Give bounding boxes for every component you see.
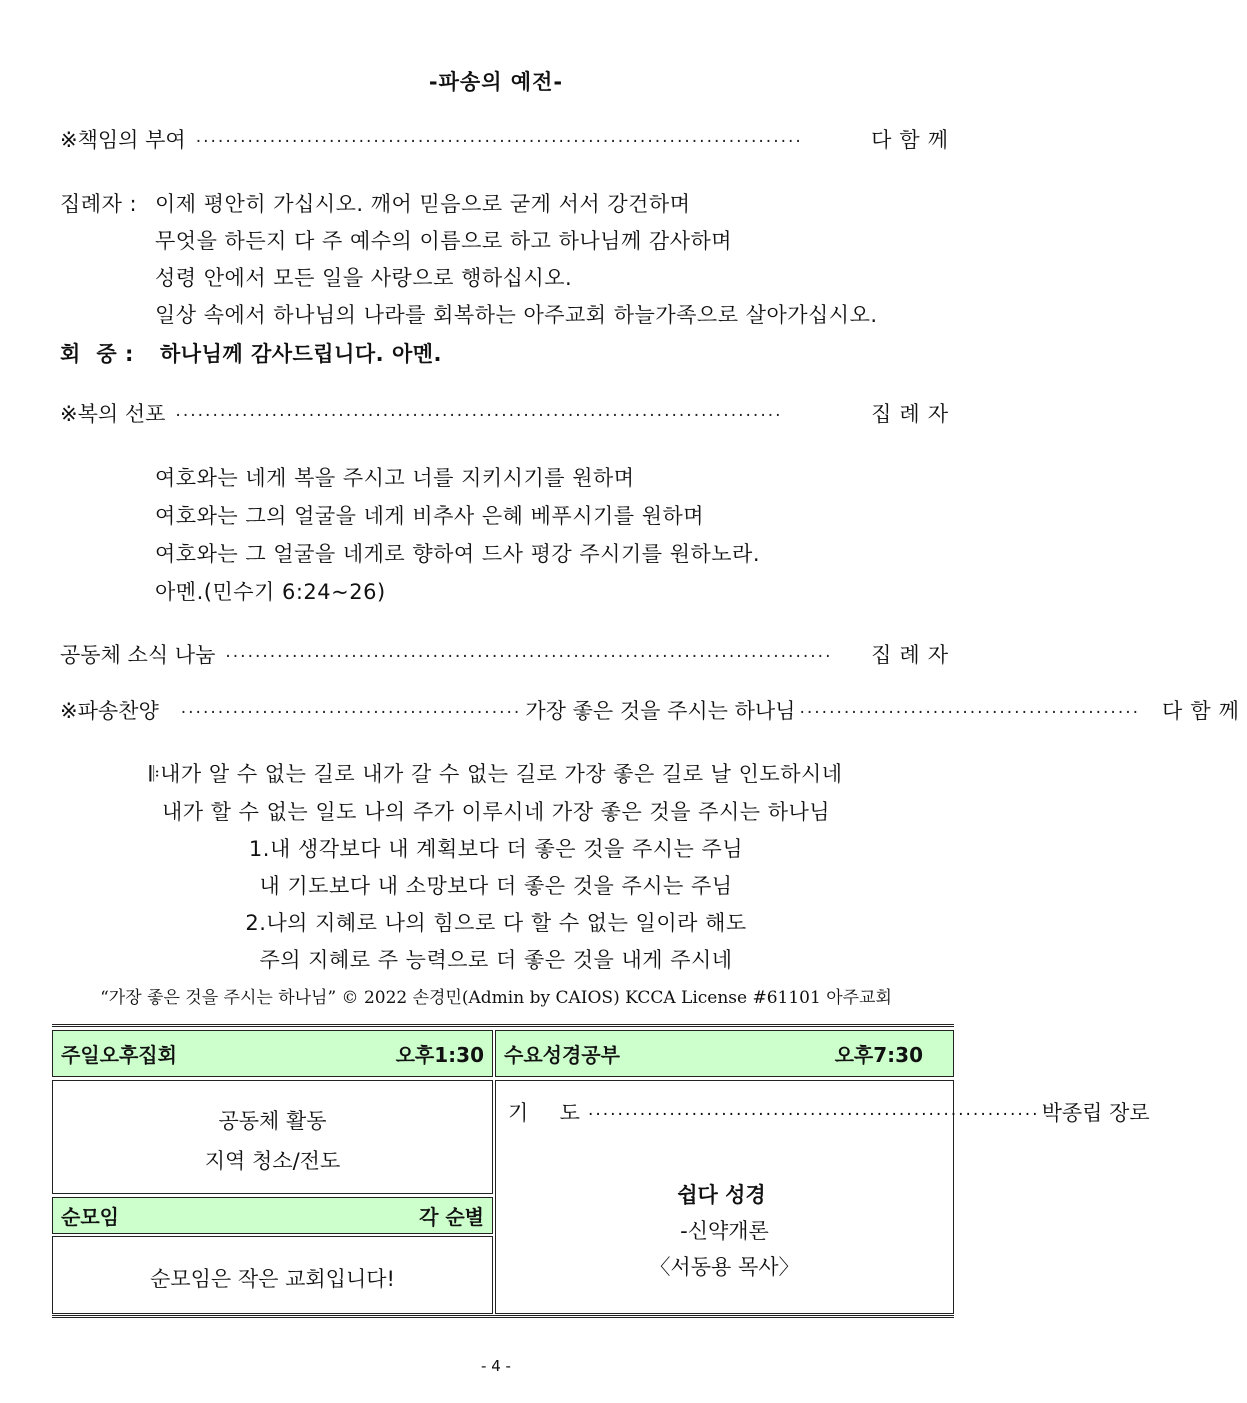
charge-line: 성령 안에서 모든 일을 사랑으로 행하십시오. <box>155 266 573 290</box>
charge-leader-label: 집례자 : <box>60 192 138 216</box>
item-leader: 다함께 <box>1162 699 1247 723</box>
cell-group-text: 순모임은 작은 교회입니다! <box>150 1267 395 1291</box>
item-sending-hymn <box>60 695 1247 725</box>
leader-dots: ·············································· <box>180 703 522 723</box>
item-news <box>60 639 956 669</box>
blessing-line: 아멘.(민수기 6:24~26) <box>155 580 386 604</box>
congregation-response: 하나님께 감사드립니다. 아멘. <box>160 342 443 366</box>
leader-dots: ·············································· <box>799 703 1141 723</box>
sunday-cell <box>52 1080 493 1194</box>
cell-group-title: 순모임 <box>61 1205 119 1229</box>
item-label: ※파송찬양 <box>60 699 159 723</box>
wednesday-cell <box>495 1080 1150 1314</box>
item-label: ※책임의 부여 <box>60 128 186 152</box>
charge-line: 이제 평안히 가십시오. 깨어 믿음으로 굳게 서서 강건하며 <box>155 192 691 216</box>
study-subtitle: -신약개론 <box>680 1219 769 1243</box>
prayer-row <box>508 1097 1150 1127</box>
lyric-line: 내가 할 수 없는 일도 나의 주가 이루시네 가장 좋은 것을 주시는 하나님 <box>161 800 831 824</box>
cell-group-cell <box>52 1236 493 1314</box>
wednesday-time: 오후7:30 <box>834 1043 923 1067</box>
congregation-label: 회 중 : <box>60 342 134 366</box>
lyric-line: 주의 지혜로 주 능력으로 더 좋은 것을 내게 주시네 <box>259 948 733 972</box>
charge-line: 무엇을 하든지 다 주 예수의 이름으로 하고 하나님께 감사하며 <box>155 229 733 253</box>
sunday-activity: 지역 청소/전도 <box>204 1149 341 1173</box>
study-title: 쉽다 성경 <box>677 1183 766 1207</box>
item-label: ※복의 선포 <box>60 402 166 426</box>
wednesday-title: 수요성경공부 <box>504 1043 620 1067</box>
lyric-line: 𝄆내가 알 수 없는 길로 내가 갈 수 없는 길로 가장 좋은 길로 날 인도하시네 <box>149 762 843 786</box>
hymn-title: 가장 좋은 것을 주시는 하나님 <box>525 699 796 723</box>
lyric-line: 1.내 생각보다 내 계획보다 더 좋은 것을 주시는 주님 <box>248 837 744 861</box>
item-label: 공동체 소식 나눔 <box>60 643 216 667</box>
item-benediction <box>60 398 956 428</box>
leader-dots: ·················································································· <box>175 406 783 426</box>
cell-group-time: 각 순별 <box>419 1205 484 1229</box>
blessing-line: 여호와는 그 얼굴을 네게로 향하여 드사 평강 주시기를 원하노라. <box>155 542 761 566</box>
prayer-label: 기 도 <box>508 1101 586 1125</box>
blessing-line: 여호와는 네게 복을 주시고 너를 지키시기를 원하며 <box>155 466 635 490</box>
item-commission <box>60 124 956 154</box>
prayer-name: 박종립 장로 <box>1041 1101 1150 1125</box>
prayer-dots: ····························································· <box>587 1105 1040 1125</box>
blessing-line: 여호와는 그의 얼굴을 네게 비추사 은혜 베푸시기를 원하며 <box>155 504 705 528</box>
lyric-line: 2.나의 지혜로 나의 힘으로 다 할 수 없는 일이라 해도 <box>245 911 747 935</box>
sunday-time: 오후1:30 <box>395 1043 484 1067</box>
wednesday-header <box>495 1030 954 1077</box>
sunday-title: 주일오후집회 <box>61 1043 177 1067</box>
cell-group-header <box>52 1197 493 1234</box>
study-teacher: 〈서동용 목사〉 <box>649 1255 800 1279</box>
leader-dots: ·················································································· <box>195 132 803 152</box>
item-leader: 집례자 <box>871 643 956 667</box>
table-top-rule <box>52 1024 954 1027</box>
item-leader: 다함께 <box>871 128 956 152</box>
item-leader: 집례자 <box>871 402 956 426</box>
copyright-credit: “가장 좋은 것을 주시는 하나님” © 2022 손경민(Admin by CAIOS) KCCA License #61101 아주교회 <box>100 988 892 1008</box>
page-number: - 4 - <box>481 1357 511 1375</box>
page-title: -파송의 예전- <box>428 70 564 94</box>
sunday-activity: 공동체 활동 <box>218 1109 327 1133</box>
leader-dots: ·················································································· <box>225 647 833 667</box>
table-bottom-rule <box>52 1315 954 1318</box>
charge-line: 일상 속에서 하나님의 나라를 회복하는 아주교회 하늘가족으로 살아가십시오. <box>155 303 878 327</box>
sunday-header <box>52 1030 493 1077</box>
lyric-line: 내 기도보다 내 소망보다 더 좋은 것을 주시는 주님 <box>259 874 733 898</box>
